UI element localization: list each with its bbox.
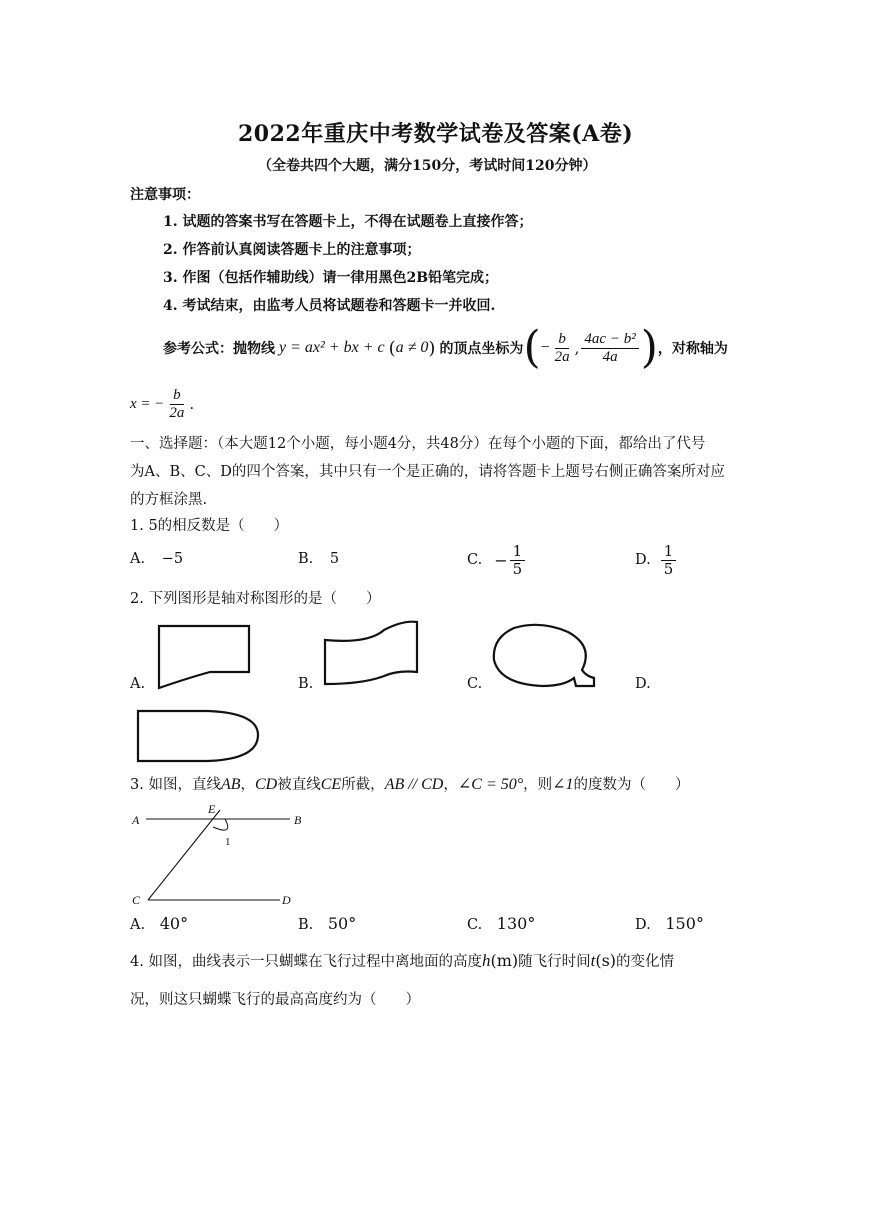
notice-item: 1. 试题的答案书写在答题卡上，不得在试题卷上直接作答； [163, 214, 533, 230]
question-3-stem: 3. 如图，直线AB，CD被直线CE所截，AB // CD，∠C = 50°，则∠1的度数为（ ） [130, 776, 690, 793]
point-c-label: C [132, 893, 141, 907]
q3-option-c: C. 130° [467, 914, 536, 933]
point-e-label: E [208, 802, 216, 816]
formula-label: 参考公式：抛物线 [163, 341, 275, 357]
q1-option-c: C. − $\frac{1}{5}$ [467, 540, 527, 580]
q2-shape-d [134, 707, 274, 767]
q1-option-a: A. −5 [130, 551, 184, 567]
vertex-y: $\frac{\text{4ac − b²}}{4a}$ [581, 331, 638, 365]
notice-heading: 注意事项： [130, 187, 200, 203]
q3-option-a: A. 40° [130, 914, 189, 933]
notice-item: 2. 作答前认真阅读答题卡上的注意事项； [163, 242, 421, 258]
angle-1-label: 1 [225, 836, 231, 848]
q2-shape-b [318, 612, 428, 692]
question-2-stem: 2. 下列图形是轴对称图形的是（ ） [130, 591, 381, 607]
section-intro: 一、选择题：（本大题12个小题，每小题4分，共48分）在每个小题的下面，都给出了代号 [130, 436, 706, 452]
axis-of-symmetry: x = − $\frac{b}{2a}$ . [130, 387, 195, 421]
point-b-label: B [294, 813, 302, 827]
q1-option-d: D. $\frac{1}{5}$ [635, 540, 678, 580]
formula-mid: 的顶点坐标为 [439, 341, 524, 357]
parabola-equation: y = ax² + bx + c [279, 339, 385, 356]
q2-option-c: C. [467, 676, 483, 692]
notice-item: 3. 作图（包括作辅助线）请一律用黑色2B铅笔完成； [163, 270, 499, 286]
question-1-stem: 1. 5的相反数是（ ） [130, 518, 289, 534]
formula-condition: a ≠ 0 [395, 339, 429, 356]
q2-shape-a [150, 620, 270, 700]
notice-item: 4. 考试结束，由监考人员将试题卷和答题卡一并收回. [163, 298, 496, 314]
q2-option-d: D. [635, 676, 651, 692]
reference-formula: 参考公式：抛物线 y = ax² + bx + c ( a ≠ 0 ) 的顶点坐标为 ( − $\frac{b}{2a}$ , $\frac{\text{4ac − b²}}{4a}$ ) ，对称轴为 [163, 322, 728, 373]
vertex-neg: − [540, 339, 550, 356]
section-intro: 的方框涂黑. [130, 492, 208, 508]
section-intro: 为A、B、C、D的四个答案，其中只有一个是正确的，请将答题卡上题号右侧正确答案所对应 [130, 464, 725, 480]
point-d-label: D [282, 893, 291, 907]
vertex-x: $\frac{b}{2a}$ [554, 331, 570, 365]
q3-option-b: B. 50° [298, 914, 357, 933]
q2-option-b: B. [298, 676, 314, 692]
exam-info: （全卷共四个大题，满分150分，考试时间120分钟） [258, 158, 597, 174]
q2-option-a: A. [130, 676, 146, 692]
point-a-label: A [132, 813, 140, 827]
q3-option-d: D. 150° [635, 914, 704, 933]
question-4-stem: 4. 如图，曲线表示一只蝴蝶在飞行过程中离地面的高度h(m)随飞行时间t(s)的变化情 [130, 951, 675, 970]
formula-tail: ，对称轴为 [657, 341, 728, 357]
question-4-stem-cont: 况，则这只蝴蝶飞行的最高高度约为（ ） [130, 992, 420, 1008]
q3-figure [130, 800, 320, 910]
q1-option-b: B. 5 [298, 551, 340, 567]
page-title: 2022年重庆中考数学试卷及答案(A卷) [238, 121, 634, 147]
q2-shape-c [486, 614, 606, 694]
